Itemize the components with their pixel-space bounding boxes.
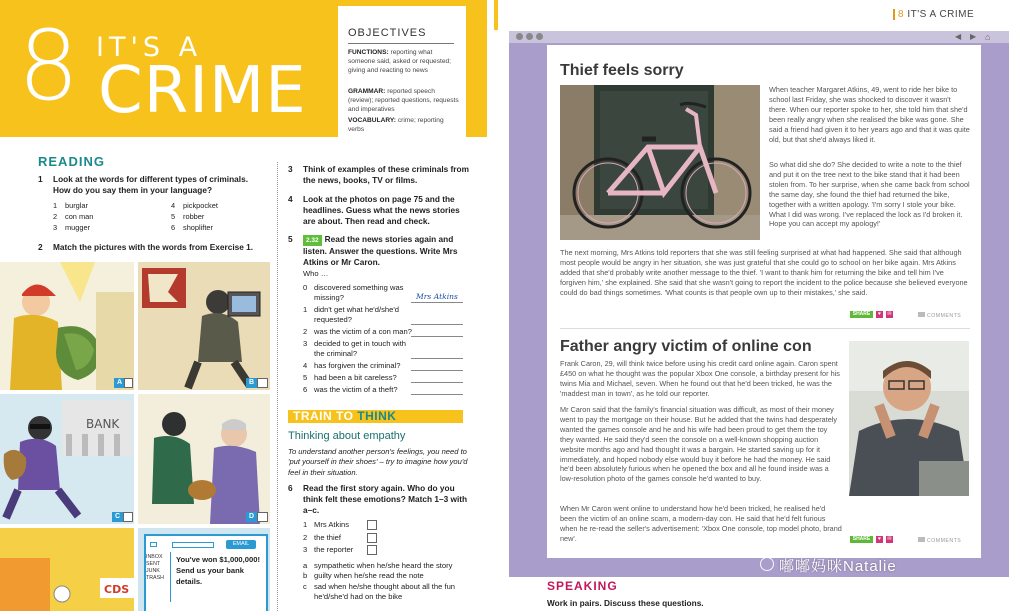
mail-icon xyxy=(150,542,157,547)
folder-sent[interactable]: SENT xyxy=(146,561,161,567)
comments-link-1[interactable]: COMMENTS xyxy=(918,312,961,319)
article-1-title: Thief feels sorry xyxy=(560,62,684,79)
unit-title-line1: IT'S A xyxy=(96,32,203,63)
share-button-1[interactable]: SHARE xyxy=(850,311,873,318)
emotions-list: a sympathetic when he/she heard the story b guilty when he/she read the note c sad when he/she thought about all the fun he'd/she'd had on the bike xyxy=(303,561,456,602)
email-message: You've won $1,000,000! Send us your bank details. xyxy=(176,555,260,586)
objectives-divider xyxy=(348,43,454,44)
watermark: 嘟嘟妈咪Natalie xyxy=(779,558,897,575)
panel-e xyxy=(0,528,134,611)
article-1-para-3: The next morning, Mrs Atkins told reporters that she was still feeling surprised at what had happened. She said that although most people would be angry in her situation, she was just grateful that she could go to school on her bike again. Mrs Atkins added that she'd probably write another message to the thief. 'I want to thank him for returning the bike and tell him I've forgiven him,' she explained. She said that she wasn't going to report the incident to the police because she believed everyone could do bad things sometimes. 'What counts is that people own up to their mistakes,' she said. xyxy=(560,248,968,297)
exercise-3: 3 Think of examples of these criminals from the news, books, TV or films. xyxy=(288,164,469,185)
empathy-intro: To understand another person's feelings, you need to 'put yourself in their shoes' – try to imagine how you'd feel in their situation. xyxy=(288,447,468,477)
speaking-instruction: Work in pairs. Discuss these questions. xyxy=(547,598,704,608)
answer-box-c[interactable] xyxy=(123,512,133,522)
robber-illustration-icon xyxy=(138,262,270,390)
column-divider xyxy=(277,162,278,611)
people-list: 1 Mrs Atkins 2 the thief 3 the reporter xyxy=(303,520,383,558)
match-box-2[interactable] xyxy=(367,533,377,543)
comment-icon xyxy=(918,537,925,542)
train-to-think-title: TRAIN TO THINK xyxy=(293,409,397,423)
browser-bar xyxy=(509,31,1009,43)
article-1-para-1: When teacher Margaret Atkins, 49, went to ride her bike to school last Friday, she was shocked to discover it wasn't there. When our reporter spoke to her, she told him that she'd been really angry when she realised the bike was gone. She said a friend had given it to her years ago and that it was quite old, but that she'd always liked it. xyxy=(769,85,970,144)
panel-a xyxy=(0,262,134,390)
answer-example: Mrs Atkins xyxy=(416,292,458,301)
question-list xyxy=(303,283,483,397)
left-page xyxy=(0,0,498,611)
question-6: 6 was the victim of a theft? xyxy=(303,385,483,397)
bicycle-icon xyxy=(560,85,760,240)
answer-box-b[interactable] xyxy=(257,378,268,388)
answer-line-6[interactable] xyxy=(411,394,463,395)
exercise-4: 4 Look at the photos on page 75 and the headlines. Guess what the news stories are about. Then read and check. xyxy=(288,194,460,226)
answer-box-a[interactable] xyxy=(124,378,133,388)
article-1-para-2: So what did she do? She decided to write a note to the thief and put it on the tree next to the bike stand that it had been stolen from. To her surprise, when she came back from school the same day, she found the thief had returned the bike, together with a written apology. 'I'm sorry I stole your bike. What I did was wrong. I've replaced the lock as I'd broken it. Hope you can accept my apology!' xyxy=(769,160,970,229)
wechat-icon xyxy=(760,557,774,571)
email-button[interactable]: EMAIL xyxy=(226,540,256,549)
question-3: 3 decided to get in touch with the criminal? xyxy=(303,339,483,361)
panel-d xyxy=(138,394,270,524)
home-icon[interactable]: ⌂ xyxy=(985,32,991,42)
question-1: 1 didn't get what he'd/she'd requested? xyxy=(303,305,483,327)
back-arrow-icon[interactable]: ◀ xyxy=(955,32,962,41)
unit-number: 8 xyxy=(18,10,80,122)
page-gutter xyxy=(487,0,498,611)
exercise-2: 2 Match the pictures with the words from Exercise 1. xyxy=(38,242,254,252)
answer-line-3[interactable] xyxy=(411,358,463,359)
word-list-col1: 1 burglar 2 con man 3 mugger xyxy=(53,201,94,232)
email-folders xyxy=(146,554,168,582)
article-2-para-1: Frank Caron, 29, will think twice before using his credit card online again. Caron spent £450 on what he thought was the popular Xbox One console, a birthday present for his twins Mia and Michael, seven. When he found out that he'd been tricked, he was the 'maddest man in town', as he told our reporter. xyxy=(560,359,840,398)
folder-inbox[interactable]: INBOX xyxy=(146,554,163,560)
comment-icon xyxy=(918,312,925,317)
article-2-para-2: Mr Caron said that the family's financial situation was difficult, as most of their money went to pay the mortgage on their house. But he added that the twins had desperately wanted the games console and he and his wife had been proud to get them the toy they wanted. He said they'd seen the console on a well-known shopping auction website months ago and had thought it was a bargain. He started saving up for it immediately, and hoped nobody else would buy it before he had the money. He said he'd been absolutely furious when he opened the box and all he found inside was a low-resolution photo of the games console he'd wanted to buy. xyxy=(560,405,838,484)
objective-grammar: GRAMMAR: reported speech (review); reported questions, requests and imperatives xyxy=(348,88,459,113)
burglar-illustration-icon xyxy=(0,262,134,390)
shoplifter-illustration-icon xyxy=(0,528,134,611)
panel-label-c: C xyxy=(112,512,123,522)
objectives-title: OBJECTIVES xyxy=(348,27,427,39)
who-label: Who … xyxy=(303,269,329,278)
mugger-illustration-icon xyxy=(0,394,134,524)
panel-label-a: A xyxy=(114,378,125,388)
email-toolbar xyxy=(172,542,214,548)
window-maximize-icon[interactable] xyxy=(536,33,543,40)
answer-line-1[interactable] xyxy=(411,324,463,325)
audio-track-icon[interactable]: 2.32 xyxy=(303,235,322,246)
window-close-icon[interactable] xyxy=(516,33,523,40)
share-button-2[interactable]: SHARE xyxy=(850,536,873,543)
question-5: 5 had been a bit careless? xyxy=(303,373,483,385)
article-2-para-3: When Mr Caron went online to understand how he'd been tricked, he realised he'd been the victim of an online scam, a modern-day con. He said that he'd felt furious when he re-read the seller's advertisement: 'Xbox One console, top model photo, brand new'. xyxy=(560,504,842,543)
article-separator xyxy=(560,328,970,329)
email-icon-1[interactable]: ✉ xyxy=(887,311,892,317)
folder-junk[interactable]: JUNK xyxy=(146,568,160,574)
empathy-heading: Thinking about empathy xyxy=(288,430,406,442)
pickpocket-illustration-icon xyxy=(138,394,270,524)
panel-f xyxy=(138,528,270,611)
objective-functions: FUNCTIONS: reporting what someone said, asked or requested; giving and reacting to news xyxy=(348,49,451,74)
match-box-3[interactable] xyxy=(367,545,377,555)
bank-sign: BANK xyxy=(86,417,120,431)
match-box-1[interactable] xyxy=(367,520,377,530)
panel-c xyxy=(0,394,134,524)
answer-line-2[interactable] xyxy=(411,336,463,337)
question-2: 2 was the victim of a con man? xyxy=(303,327,483,339)
article-2-title: Father angry victim of online con xyxy=(560,338,812,355)
answer-line-4[interactable] xyxy=(411,370,463,371)
exercise-5: 5 2.32 Read the news stories again and listen. Answer the questions. Write Mrs Atkins or Mr Caron. xyxy=(288,234,458,267)
like-icon-1[interactable]: ♥ xyxy=(876,311,883,318)
objective-vocabulary: VOCABULARY: crime; reporting verbs xyxy=(348,117,444,133)
email-icon-2[interactable]: ✉ xyxy=(887,536,892,542)
bike-photo xyxy=(560,85,760,240)
shop-sign: CDS xyxy=(104,583,130,596)
window-minimize-icon[interactable] xyxy=(526,33,533,40)
worried-man-icon xyxy=(849,341,969,496)
comments-link-2[interactable]: COMMENTS xyxy=(918,537,961,544)
reading-heading: READING xyxy=(38,154,105,169)
unit-title-line2: CRIME xyxy=(98,54,307,128)
like-icon-2[interactable]: ♥ xyxy=(876,536,883,543)
running-header: 8 IT'S A CRIME xyxy=(893,9,974,20)
folder-trash[interactable]: TRASH xyxy=(146,575,164,581)
forward-arrow-icon[interactable]: ▶ xyxy=(970,32,977,41)
exercise-1: 1 Look at the words for different types of criminals. How do you say them in your language? xyxy=(38,174,249,195)
email-divider xyxy=(170,552,171,602)
word-list-col2: 4 pickpocket 5 robber 6 shoplifter xyxy=(171,201,218,232)
exercise-6: 6 Read the first story again. Who do you think felt these emotions? Match 1–3 with a–c. xyxy=(288,483,468,515)
father-photo xyxy=(849,341,969,496)
panel-label-d: D xyxy=(246,512,257,522)
panel-b xyxy=(138,262,270,390)
speaking-heading: SPEAKING xyxy=(547,579,618,593)
question-0: 0 discovered something was missing? Mrs Atkins xyxy=(303,283,483,305)
question-4: 4 has forgiven the criminal? xyxy=(303,361,483,373)
panel-label-b: B xyxy=(246,378,257,388)
answer-line-5[interactable] xyxy=(411,382,463,383)
answer-box-d[interactable] xyxy=(257,512,268,522)
